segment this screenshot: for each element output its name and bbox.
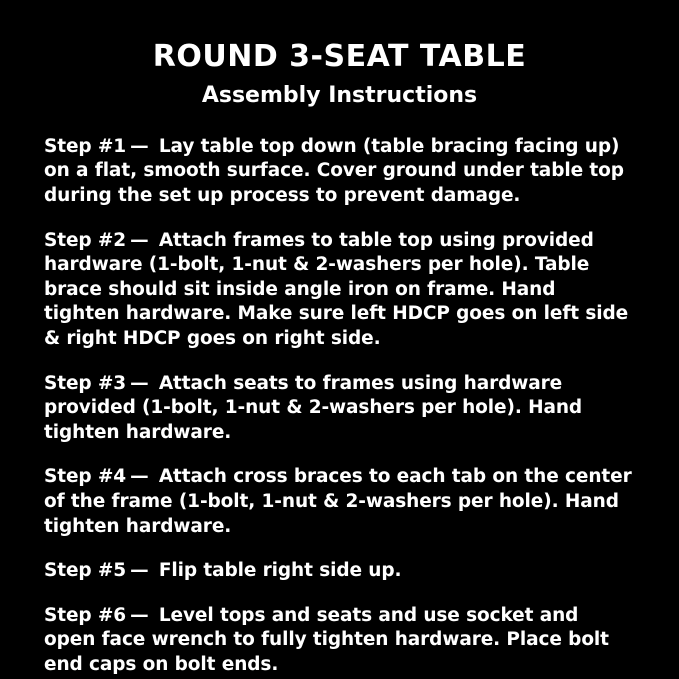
step-label: Step #2 [44, 229, 127, 251]
step-item [44, 372, 635, 446]
step-label: Step #1 [44, 135, 127, 157]
step-text: Attach frames to table top using provided hardware (1-bolt, 1-nut & 2-washers per hole). Table brace should sit inside angle iron on frame. Hand tighten hardware. Make sure left HDCP goes on left side & right HDCP goes on right side. [44, 229, 629, 350]
step-text: Flip table right side up. [158, 560, 402, 582]
step-label: Step #4 [44, 466, 127, 488]
page-title: ROUND 3-SEAT TABLE [152, 39, 527, 74]
step-text: Lay table top down (table bracing facing up) on a flat, smooth surface. Cover ground under table top during the set up process to prevent damage. [44, 135, 624, 207]
step-item [44, 135, 635, 209]
step-dash: — [130, 372, 149, 394]
step-item [44, 604, 635, 678]
step-label: Step #3 [44, 372, 127, 394]
step-item [44, 559, 635, 584]
step-dash: — [130, 560, 149, 582]
step-label: Step #6 [44, 604, 127, 626]
page-subtitle: Assembly Instructions [201, 82, 478, 108]
step-text: Level tops and seats and use socket and open face wrench to fully tighten hardware. Place bolt end caps on bolt ends. [44, 604, 609, 675]
step-dash: — [130, 604, 149, 626]
step-label: Step #5 [44, 560, 127, 582]
step-dash: — [130, 466, 149, 488]
steps-list [44, 135, 635, 678]
step-text: Attach seats to frames using hardware provided (1-bolt, 1-nut & 2-washers per hole). Hand tighten hardware. [44, 372, 583, 443]
step-item [44, 465, 635, 539]
step-dash: — [130, 229, 149, 251]
step-item [44, 229, 635, 352]
step-text: Attach cross braces to each tab on the center of the frame (1-bolt, 1-nut & 2-washers per hole). Hand tighten hardware. [44, 466, 632, 537]
step-dash: — [130, 135, 149, 157]
